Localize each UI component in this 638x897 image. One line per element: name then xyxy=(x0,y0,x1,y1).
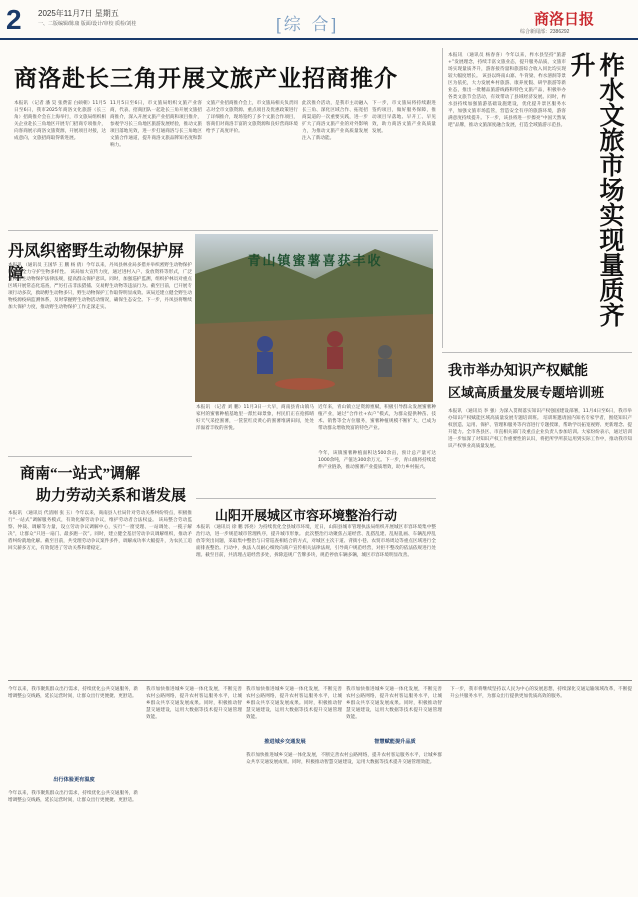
divider xyxy=(442,352,632,353)
section-label: [综 合] xyxy=(276,15,340,34)
bottom-mid-body-3: 我市加快推进城乡交通一体化发展，不断完善农村公路网络，提升农村客运服务水平，让城乡群众共享交通发展成果。同时，积极推动智慧交通建设，运用大数据等技术提升交通管理效能。 xyxy=(346,687,442,720)
editor-line: 综合新闻部：2386292 xyxy=(520,29,570,35)
bottom-mid-body: 我市加快推进城乡交通一体化发展，不断完善农村公路网络，提升农村客运服务水平，让城乡群众共享交通发展成果。同时，积极推动智慧交通建设，运用大数据等技术提升交通管理效能。 xyxy=(146,687,242,720)
ip-headline-1: 我市举办知识产权赋能 xyxy=(448,364,588,379)
page-header xyxy=(0,0,638,40)
bottom-left-body: 今年以来，我市聚焦群众出行需求，持续优化公共交通服务，新增调整公交线路，延长运营时间，让群众出行更便捷、更舒适。 xyxy=(8,687,138,699)
ip-body: 本报讯 （通讯员 李 强）为深入贯彻落实知识产权强国建设部署，11月4日至6日，我市举办知识产权赋能区域高质量发展专题培训班。 培训班邀请国内知名专家学者，围绕知识产权创造、运用、保护、管理和服务等内容进行专题授课，帮助学员拓宽视野、更新理念、提升能力。全市各县区、市直相关部门及重点企业负责人参加培训。大家纷纷表示，通过培训进一步加深了对知识产权工作重要性的认识，将把所学所获运用到实际工作中，推动我市知识产权事业高质量发展。 xyxy=(448,409,632,449)
ip-headline-2: 区域高质量发展专题培训班 xyxy=(448,385,605,400)
main-byline: 本报讯 （记者 潘 昊 张费雷 白硕朝）11月5日至6日，我市2025年商洛文化旅游（长三角）招商推介会在上海举行，市文旅局组织相关企业赴长三角地区开展专门招商专项推介，向客商展示商洛文旅资源，开展项目对接，达成意向，文旅招商取得新进展。 xyxy=(14,101,106,141)
bottom-right-body: 下一步，我市将继续坚持以人民为中心的发展思想，持续深化交通运输领域改革，不断提升公共服务水平，为群众出行提供更加优质高效的服务。 xyxy=(450,687,632,699)
bottom-left-subhead: 出行体验更有温度 xyxy=(53,777,95,783)
photo-caption: 本报讯 （记者 刘 鹏）11月3日一大早，商南县青山镇马家村的蜜薯种植基地里一派忙碌景象，村民们正在抢抓晴好天气采挖蜜薯，一筐筐红皮黄心的蜜薯堆满田间，处处洋溢着丰收的喜悦。 xyxy=(196,405,314,431)
photo-caption-2: 近年来，青山镇立足资源禀赋，积极引导群众发展蜜薯种植产业，通过“合作社+农户”模式，为群众提供种苗、技术、销售等全方位服务，蜜薯种植规模不断扩大，已成为带动群众增收致富的特色产业。 xyxy=(318,405,436,431)
shanyang-body: 本报讯 （通讯员 徐 鹏 郭亮）为持续优化全县城市环境，近日，山阳县城市管理执法局组织开展城区市容环境集中整治行动，进一步规范城市管理秩序，提升城市形象。 此次整治行动聚焦占道经营、乱搭乱建、乱贴乱画、车辆乱停乱放等突出问题，采取集中整治与日常巡查相结合的方式，对城区主次干道、背街小巷、农贸市场周边等重点区域进行全面排查整治。行动中，执法人员耐心细致向商户宣传相关法律法规，引导商户规范经营，对拒不整改的依法依规进行处理。截至目前，共清理占道经营多处，拆除违规广告牌多块，规范停放车辆多辆，城区市容环境明显改善。 xyxy=(196,525,436,558)
shanyang-headline: 山阳开展城区市容环境整治行动 xyxy=(215,508,398,523)
top-rule xyxy=(0,38,638,40)
bottom-mid-subhead-1: 推进城乡交通发展 xyxy=(264,739,306,745)
divider xyxy=(8,230,438,231)
main-col4: 此次推介活动，是我市主动融入长三角、深化区域合作、拓宽招商渠道的一次重要实践，进一步扩大了商洛文旅产业的对外影响力，为推动文旅产业高质量发展注入了新动能。 xyxy=(302,101,368,141)
main-headline: 商洛赴长三角开展文旅产业招商推介 xyxy=(14,66,398,91)
divider xyxy=(8,680,632,681)
main-col2: 11月5日至6日，市文旅局组织文旅产业客商，代表、招商团队一起赴长三角开展文旅招商推介，深入开展文旅产业招商和项目推介，参观学习长三角地区旅游发展经验，推动文旅项目落地见效，进一步打通商洛与长三角地区文旅合作通道，提升商洛文旅品牌知名度和影响力。 xyxy=(110,101,202,148)
page-number: 2 xyxy=(6,4,22,35)
zhashui-body-col1: 本报讯 （通讯员 杨春喜）今年以来，柞水县坚持“旅游+”发展理念，持续丰富文旅业态，提升服务品质，文旅市场实现量质齐升，游客接待量和旅游综合收入同比均实现较大幅度增长。 该县以终南山寨、牛背梁、柞水溶洞等景区为依托，大力发展乡村旅游、康养度假、研学旅游等新业态，推出一批精品旅游线路和特色文旅产品，积极举办各类文旅节会活动，有效带动了县域经济发展。同时，柞水县持续加强旅游基础设施建设，优化提升景区服务水平，加强文旅市场监管，营造安全有序的旅游环境，游客满意度持续提升。下一步，该县将进一步擦亮“中国天然氧吧”品牌，推动文旅深度融合发展，打造全域旅游示范县。 xyxy=(448,53,566,128)
danfeng-body: 本报讯 （通讯员 王国华 王 鹏 杨 倩）今年以来，丹凤县林业局多措并举织密野生动物保护屏障，全力守护生物多样性。 该局加大宣传力度，通过进村入户、发放资料等形式，广泛宣传野生动物保护法律法规，提高群众保护意识。同时，加强巡护监测，组织护林员对重点区域开展常态化巡查，严厉打击非法猎捕、交易野生动物等违法行为。截至目前，已开展专项行动多次，救助野生动物多只，野生动物保护工作取得明显成效。该局还建立健全野生动物疫源疫病监测体系，及时掌握野生动物活动情况，确保生态安全。下一步，丹凤县将继续加大保护力度，推动野生动物保护工作走深走实。 xyxy=(8,263,192,310)
bottom-mid-subhead-2: 智慧赋能提升品质 xyxy=(374,739,416,745)
date-line: 2025年11月7日 星期五 xyxy=(38,9,119,18)
column-rule xyxy=(442,48,443,348)
bottom-mid-body-2: 我市加快推进城乡交通一体化发展，不断完善农村公路网络，提升农村客运服务水平，让城乡群众共享交通发展成果。同时，积极推动智慧交通建设，运用大数据等技术提升交通管理效能。 xyxy=(246,687,342,720)
main-col5: 下一步，市文旅局将持续跟进签约项目，做好服务保障，推动项目早落地、早开工、早见效，助力商洛文旅产业高质量发展。 xyxy=(372,101,436,134)
newspaper-logo: 商洛日报 xyxy=(534,12,595,28)
photo-headline: 青山镇蜜薯喜获丰收 xyxy=(247,253,383,268)
shangnan-headline-1: 商南“一站式”调解 xyxy=(20,466,141,482)
sub-line: 一、二版编辑/陈康 版面/设计/审校 质检/刘桂 xyxy=(38,21,137,27)
shangnan-headline-2: 助力劳动关系和谐发展 xyxy=(36,488,187,504)
main-col3: 文旅产业招商推介会上，市文旅局相关负责同志对全市文旅资源、重点项目及优惠政策进行了详细推介，现场签约了多个文旅合作项目，客商们对商洛丰富的文旅资源和良好营商环境给予了高度评价。 xyxy=(206,101,298,134)
shangnan-body: 本报讯 （通讯员 代清刚 张 玉）今年以来，商南县人社局针对劳动关系纠纷特点，积极推行“一站式”调解服务模式，有效化解劳动争议，维护劳动者合法权益。 该局整合劳动监察、仲裁、调解等力量，设立劳动争议调解中心，实行“一窗受理、一站调处、一揽子解决”，让群众“只进一扇门、最多跑一次”。同时，建立健全基层劳动争议调解组织，推动矛盾纠纷就地化解。截至目前，共受理劳动争议案件多件，调解成功率大幅提升，为农民工追回欠薪多万元，有效促进了劳动关系和谐稳定。 xyxy=(8,511,192,551)
photo-caption-3: 今年，该镇蜜薯种植面积达500余亩，预计总产量可达1000余吨，产值达300余万元。下一步，青山镇将持续延伸产业链条，推动蜜薯产业提质增效，助力乡村振兴。 xyxy=(318,451,436,470)
danfeng-headline: 丹凤织密野生动物保护屏障 xyxy=(8,243,185,283)
bottom-mid-body-4: 我市加快推进城乡交通一体化发展，不断完善农村公路网络，提升农村客运服务水平，让城乡群众共享交通发展成果。同时，积极推动智慧交通建设，运用大数据等技术提升交通管理效能。 xyxy=(246,753,442,765)
divider xyxy=(8,456,192,457)
zhashui-headline: 柞水文旅市场实现量质齐升 xyxy=(567,52,623,327)
divider xyxy=(196,498,436,499)
bottom-left-body-2: 今年以来，我市聚焦群众出行需求，持续优化公共交通服务，新增调整公交线路，延长运营时间，让群众出行更便捷、更舒适。 xyxy=(8,791,138,803)
